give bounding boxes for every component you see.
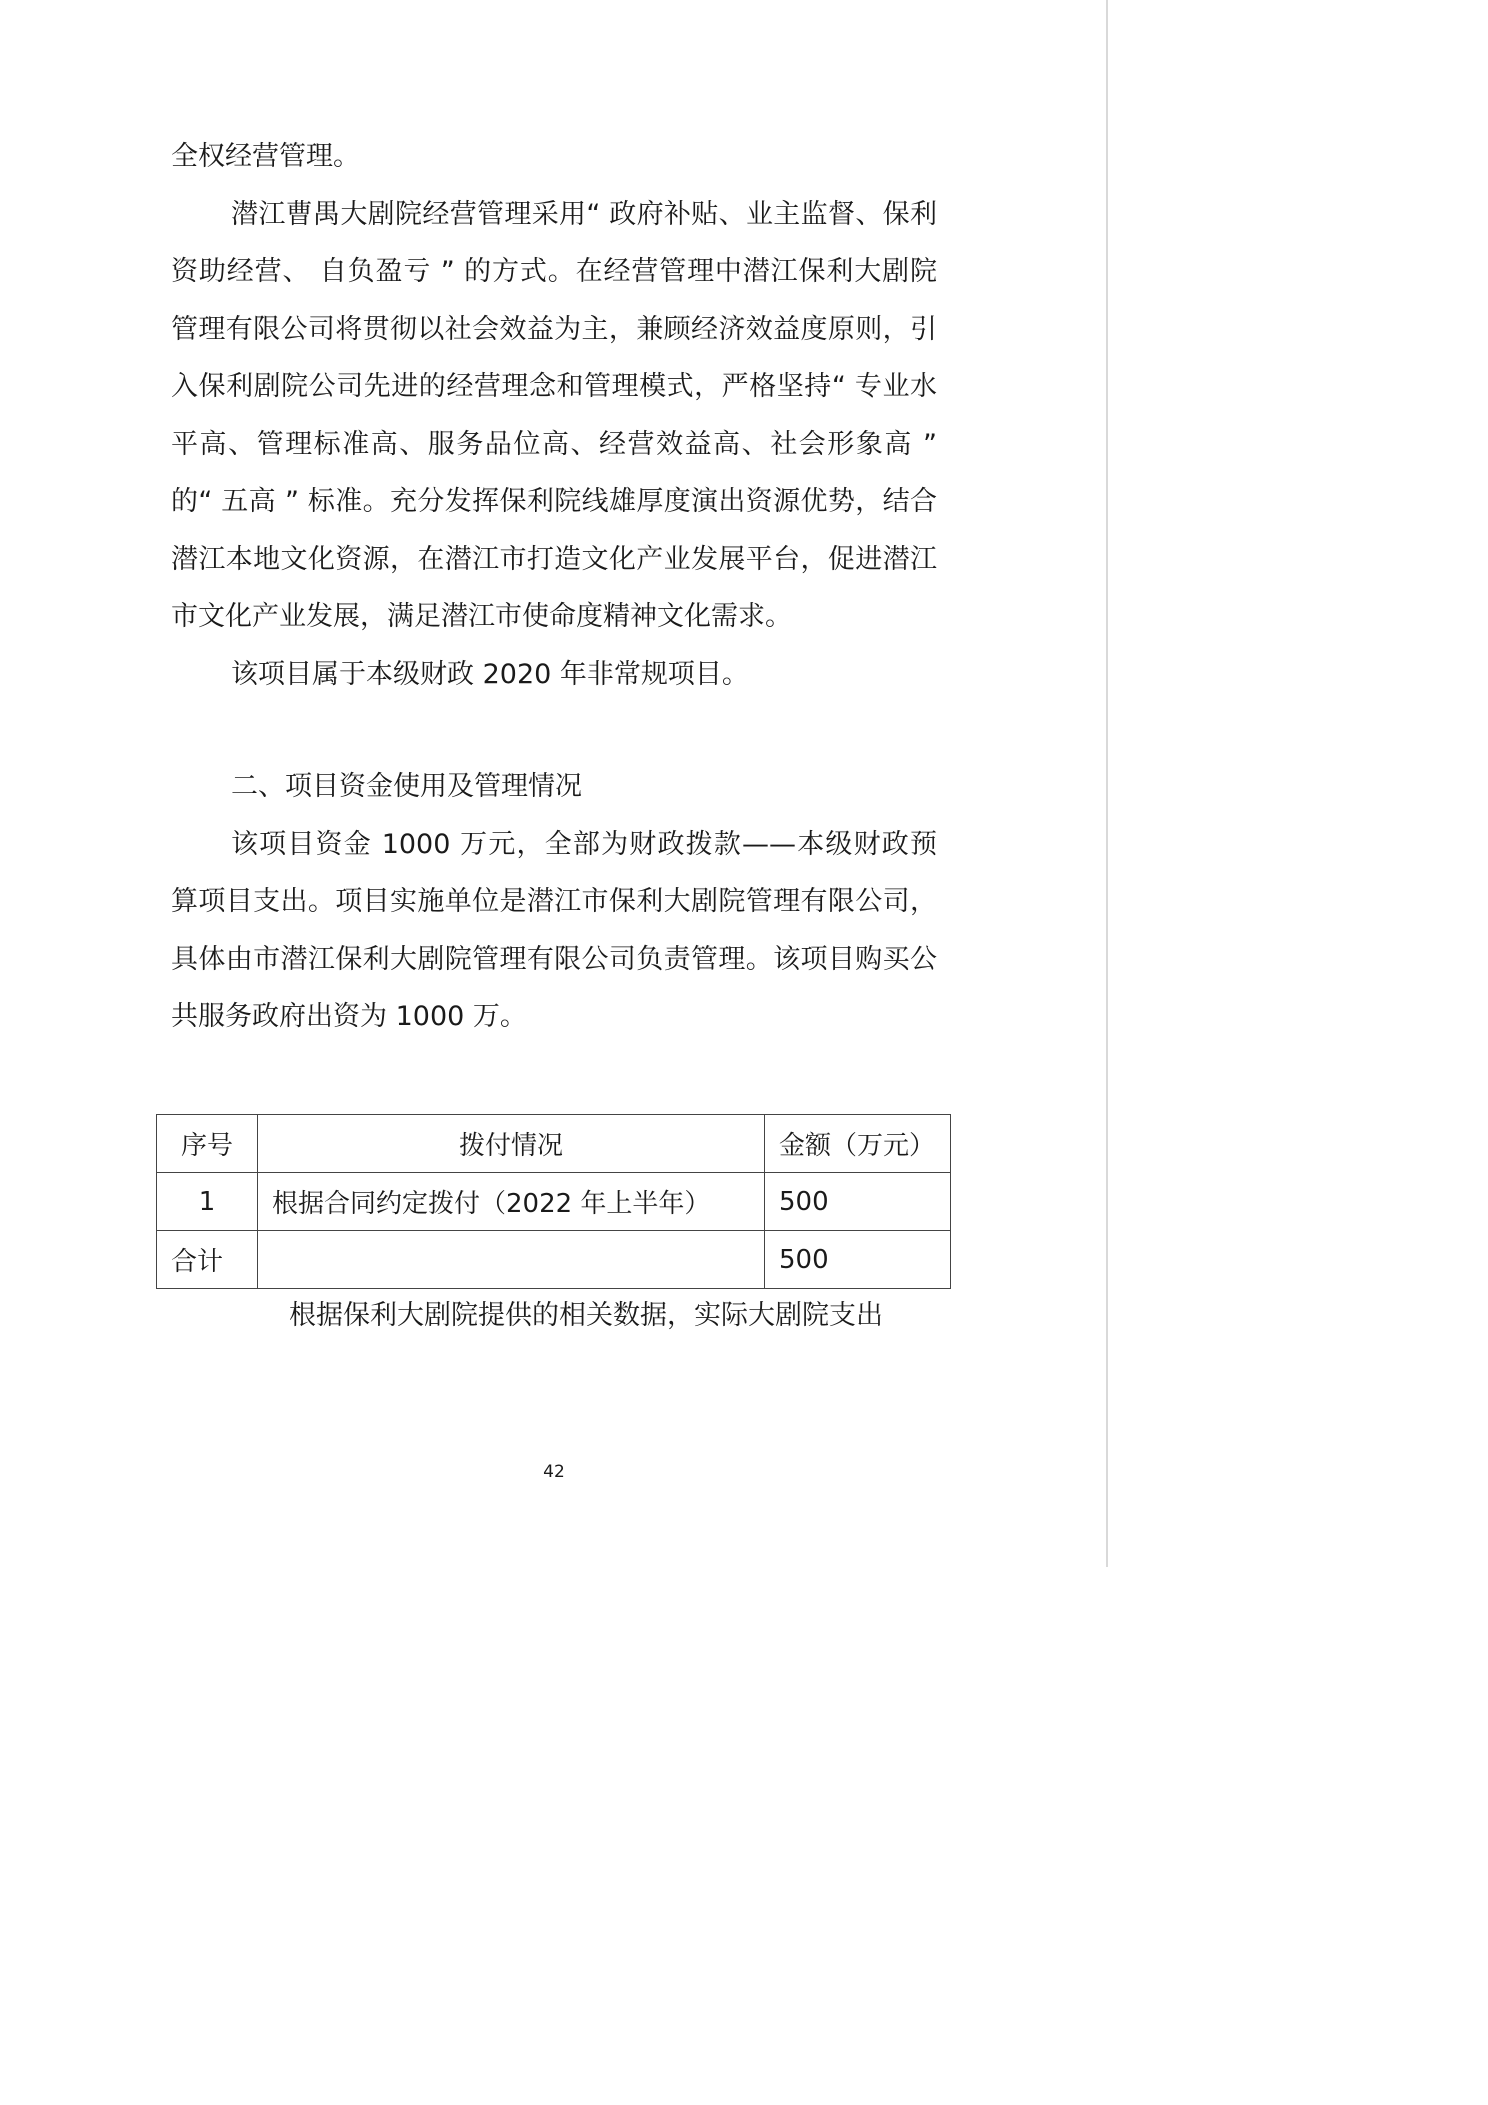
allocation-table	[156, 1114, 951, 1289]
table-header-row	[157, 1115, 951, 1173]
total-amount: 500	[765, 1231, 951, 1289]
paragraph-5: 根据保利大剧院提供的相关数据，实际大剧院支出	[289, 1300, 883, 1331]
row-1-desc: 根据合同约定拨付（2022 年上半年）	[258, 1173, 765, 1231]
paragraph-4: 该项目资金 1000 万元，全部为财政拨款——本级财政预算项目支出。项目实施单位是潜江市保利大剧院管理有限公司，具体由市潜江保利大剧院管理有限公司负责管理。该项目购买公共服务政府出资为 1000 万。	[171, 828, 937, 1032]
paragraph-1: 全权经营管理。	[171, 141, 360, 172]
paragraph-3: 该项目属于本级财政 2020 年非常规项目。	[231, 658, 749, 690]
total-label: 合计	[157, 1231, 258, 1289]
header-no: 序号	[157, 1115, 258, 1173]
header-desc: 拨付情况	[258, 1115, 765, 1173]
section-spacer	[171, 703, 937, 758]
total-desc	[258, 1231, 765, 1289]
document-body	[171, 128, 937, 1046]
section-heading: 二、项目资金使用及管理情况	[231, 771, 582, 802]
paragraph-2: 潜江曹禺大剧院经营管理采用“ 政府补贴、业主监督、保利资助经营、 自负盈亏 ” 的方式。在经营管理中潜江保利大剧院管理有限公司将贯彻以社会效益为主，兼顾经济效益度原则，引入保利剧院公司先进的经营理念和管理模式，严格坚持“ 专业水平高、管理标准高、服务品位高、经营效益高、社会形象高 ” 的“ 五高 ” 标准。充分发挥保利院线雄厚度演出资源优势，结合潜江本地文化资源，在潜江市打造文化产业发展平台，促进潜江市文化产业发展，满足潜江市使命度精神文化需求。	[171, 198, 937, 632]
table-row	[157, 1173, 951, 1231]
page-number: 42	[543, 1462, 565, 1482]
header-amount: 金额（万元）	[765, 1115, 951, 1173]
table-total-row	[157, 1231, 951, 1289]
page-edge-line	[1106, 0, 1108, 1567]
row-1-amount: 500	[765, 1173, 951, 1231]
row-1-no: 1	[157, 1173, 258, 1231]
